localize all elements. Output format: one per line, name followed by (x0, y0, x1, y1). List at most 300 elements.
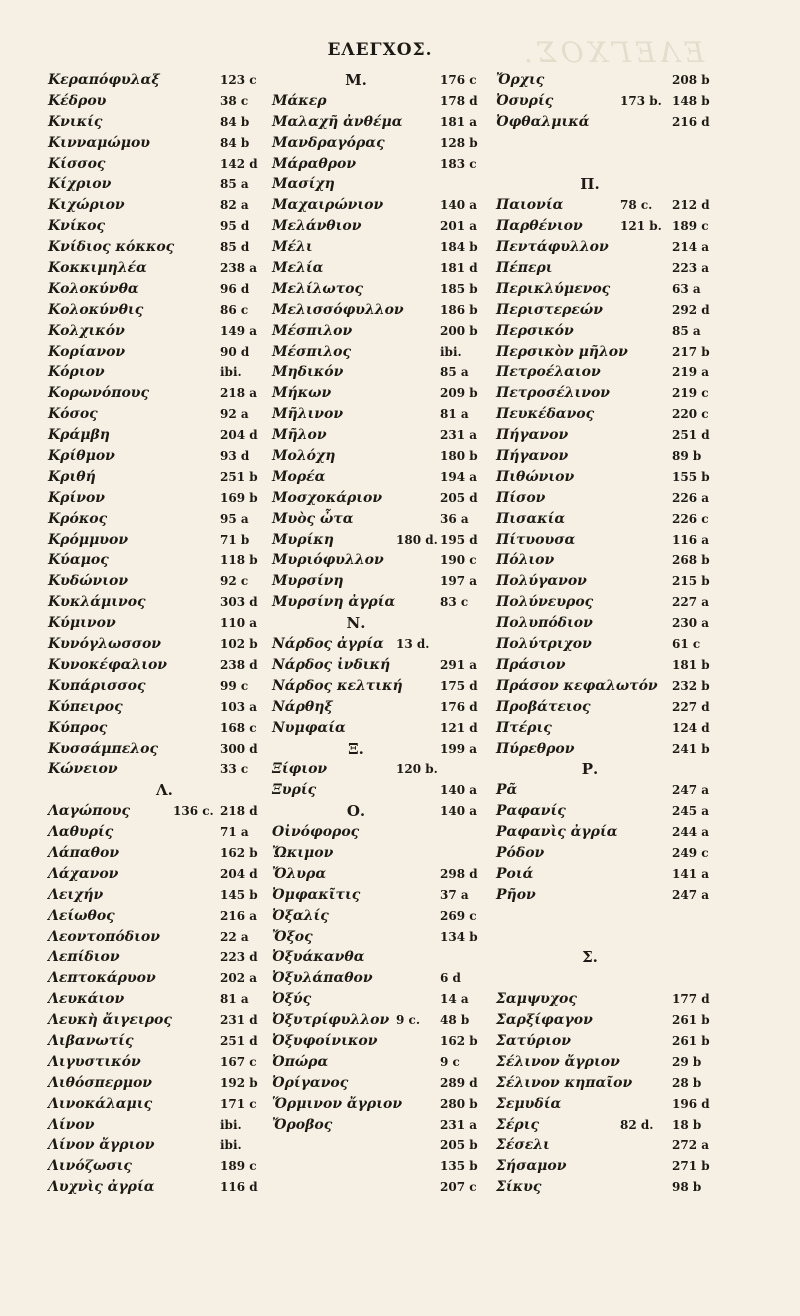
entry-page-ref: 280 b (440, 1096, 478, 1111)
entry-term: Ὀφθαλμικά (496, 113, 590, 130)
entry-term: Ὄροβος (272, 1116, 333, 1133)
entry-term: Μυρίκη (272, 531, 334, 548)
entry-term: Κύμινον (48, 615, 116, 632)
entry-page-ref: 216 a (220, 908, 258, 923)
entry-page-ref: 231 a (440, 428, 478, 443)
entry-term: Σεμυδία (496, 1095, 562, 1112)
entry-page-ref: 85 a (220, 177, 249, 192)
index-entry (440, 1073, 740, 1094)
entry-page-ref-secondary: 251 d (672, 428, 710, 443)
entry-term: Πίτυουσα (496, 531, 576, 548)
index-entry (440, 446, 740, 467)
entry-term: Κυσσάμπελος (48, 740, 158, 757)
index-entry (440, 718, 740, 739)
entry-term: Ὀξυφοίνικον (272, 1032, 378, 1049)
entry-term: Πετροσέλινον (496, 385, 610, 402)
entry-page-ref: 82 a (220, 198, 249, 213)
entry-term: Κυκλάμινος (48, 594, 146, 611)
entry-term: Κίχριον (48, 176, 112, 193)
entry-term: Πολύνευρος (496, 594, 594, 611)
entry-page-ref: 181 d (440, 261, 478, 276)
index-entry (440, 822, 740, 843)
entry-term: Ρῆον (496, 886, 536, 903)
index-entry (440, 1052, 740, 1073)
entry-term: Λινόζωσις (48, 1158, 132, 1175)
entry-term: Κιχώριον (48, 197, 125, 214)
entry-term: Μελία (272, 260, 324, 277)
entry-page-ref-secondary: 148 b (672, 93, 710, 108)
entry-term: Κυπάρισσος (48, 677, 146, 694)
index-entry (440, 906, 740, 927)
index-entry (48, 1177, 278, 1198)
entry-term: Μυρσίνη ἀγρία (272, 594, 396, 611)
entry-term: Πισακία (496, 510, 566, 527)
section-heading-sigma: Σ. (582, 948, 598, 967)
index-entry (48, 1156, 278, 1177)
entry-extra-ref: 78 c. (620, 198, 653, 213)
index-entry (440, 133, 740, 154)
entry-term: Σέρις (496, 1116, 540, 1133)
entry-page-ref: 186 b (440, 302, 478, 317)
entry-page-ref-secondary: 227 d (672, 699, 710, 714)
index-entry (440, 154, 740, 175)
entry-page-ref: 135 b (440, 1159, 478, 1174)
entry-term: Ὀξαλίς (272, 907, 329, 924)
entry-page-ref-secondary: 141 a (672, 866, 710, 881)
entry-term: Λάπαθον (48, 844, 120, 861)
entry-term: Πολυπόδιον (496, 615, 593, 632)
entry-page-ref-secondary: 292 d (672, 302, 710, 317)
entry-term: Ραφανίς (496, 803, 566, 820)
entry-term: Πέπερι (496, 260, 553, 277)
entry-term: Περσικόν (496, 322, 574, 339)
entry-term: Κολοκύνθις (48, 301, 144, 318)
entry-term: Κυδώνιον (48, 573, 129, 590)
entry-page-ref: 81 a (220, 992, 249, 1007)
entry-term: Μάκερ (272, 92, 327, 109)
entry-page-ref-secondary: 241 b (672, 741, 710, 756)
entry-term: Νάρδος ἀγρία (272, 636, 384, 653)
index-entry (440, 634, 740, 655)
entry-term: Πολύτριχον (496, 636, 592, 653)
index-entry (440, 91, 740, 112)
entry-page-ref: 142 d (220, 156, 258, 171)
index-entry (440, 237, 740, 258)
entry-page-ref-secondary: 271 b (672, 1159, 710, 1174)
entry-page-ref-secondary: 124 d (672, 720, 710, 735)
entry-term: Μέσπιλον (272, 322, 353, 339)
entry-term: Κολχικόν (48, 322, 125, 339)
entry-term: Κορίανον (48, 343, 126, 360)
entry-page-ref: 93 d (220, 449, 250, 464)
entry-page-ref: 192 b (220, 1075, 258, 1090)
index-entry (440, 467, 740, 488)
entry-term: Σαμψυχος (496, 991, 577, 1008)
entry-term: Μυριόφυλλον (272, 552, 384, 569)
entry-page-ref: 207 c (440, 1180, 477, 1195)
entry-page-ref: 175 d (440, 678, 478, 693)
entry-term: Πεντάφυλλον (496, 239, 609, 256)
entry-page-ref-secondary: 245 a (672, 804, 710, 819)
entry-term: Ρᾶ (496, 782, 518, 799)
entry-term: Ὀξύς (272, 991, 312, 1008)
entry-page-ref-secondary: 212 d (672, 198, 710, 213)
entry-page-ref: 22 a (220, 929, 249, 944)
entry-page-ref: 171 c (220, 1096, 257, 1111)
entry-page-ref: 190 c (440, 553, 477, 568)
entry-page-ref-secondary: 261 b (672, 1033, 710, 1048)
entry-page-ref: 205 d (440, 490, 478, 505)
index-entry (440, 885, 740, 906)
index-entry (48, 1135, 278, 1156)
entry-extra-ref: 82 d. (620, 1117, 654, 1132)
entry-page-ref-secondary: 63 a (672, 281, 701, 296)
entry-page-ref: 140 a (440, 783, 478, 798)
entry-page-ref-secondary: 227 a (672, 595, 710, 610)
entry-page-ref: 201 a (440, 219, 478, 234)
entry-term: Σέλινον κηπαῖον (496, 1074, 633, 1091)
entry-page-ref-secondary: 272 a (672, 1138, 710, 1153)
index-entry (440, 613, 740, 634)
entry-term: Σήσαμον (496, 1158, 567, 1175)
index-entry (440, 321, 740, 342)
entry-term: Ὅρμινον ἄγριον (272, 1095, 403, 1112)
entry-term: Κίσσος (48, 155, 106, 172)
entry-term: Ὀσυρίς (496, 92, 554, 109)
entry-page-ref-secondary: 223 a (672, 261, 710, 276)
entry-page-ref-secondary: 214 a (672, 240, 710, 255)
entry-term: Οἰνόφορος (272, 824, 360, 841)
entry-page-ref-secondary: 249 c (672, 845, 709, 860)
index-entry (440, 362, 740, 383)
entry-term: Μελίλωτος (272, 280, 364, 297)
entry-term: Λευκάιον (48, 991, 125, 1008)
entry-term: Μήκων (272, 385, 332, 402)
entry-page-ref: 199 a (440, 741, 478, 756)
index-entry (440, 300, 740, 321)
entry-page-ref: 238 d (220, 657, 258, 672)
entry-term: Πιθώνιον (496, 468, 575, 485)
entry-term: Ξυρίς (272, 782, 317, 799)
entry-term: Πόλιον (496, 552, 555, 569)
index-entry (440, 655, 740, 676)
entry-term: Κριθή (48, 468, 96, 485)
entry-extra-ref: 9 c. (396, 1013, 421, 1028)
entry-term: Κνικίς (48, 113, 103, 130)
entry-page-ref: 81 a (440, 407, 469, 422)
entry-term: Ὀξυτρίφυλλον (272, 1012, 390, 1029)
entry-page-ref-secondary: 219 a (672, 365, 710, 380)
entry-page-ref: 231 a (440, 1117, 478, 1132)
entry-term: Μαχαιρώνιον (272, 197, 384, 214)
entry-page-ref: 300 d (220, 741, 258, 756)
entry-term: Λαγώπους (48, 803, 131, 820)
entry-term: Κολοκύνθα (48, 280, 139, 297)
entry-term: Λεπτοκάρυον (48, 970, 156, 987)
index-entry (440, 1031, 740, 1052)
entry-page-ref: 14 a (440, 992, 469, 1007)
entry-page-ref: 202 a (220, 971, 258, 986)
index-entry (440, 1115, 740, 1136)
entry-term: Περικλύμενος (496, 280, 611, 297)
entry-term: Κόσος (48, 406, 98, 423)
entry-page-ref: 84 b (220, 114, 250, 129)
entry-term: Λειχήν (48, 886, 104, 903)
entry-term: Σέλινον ἄγριον (496, 1053, 620, 1070)
index-entry (440, 404, 740, 425)
entry-term: Ὄρχις (496, 72, 545, 88)
entry-page-ref: 71 a (220, 825, 249, 840)
section-heading-omicron: Ο. (346, 802, 366, 821)
index-entry (440, 279, 740, 300)
entry-page-ref: 176 d (440, 699, 478, 714)
entry-page-ref: 218 d (220, 804, 258, 819)
entry-term: Κινναμώμου (48, 134, 151, 151)
index-entry (440, 927, 740, 948)
entry-term: Νυμφαία (272, 719, 346, 736)
entry-page-ref-secondary: 196 d (672, 1096, 710, 1111)
index-entry (440, 1135, 740, 1156)
entry-term: Λείωθος (48, 907, 115, 924)
entry-term: Ὀμφακῖτις (272, 886, 361, 903)
entry-extra-ref: 121 b. (620, 219, 662, 234)
entry-page-ref-secondary: 155 b (672, 469, 710, 484)
entry-page-ref-secondary: 226 a (672, 490, 710, 505)
entry-term: Λαθυρίς (48, 824, 114, 841)
entry-page-ref: 184 b (440, 240, 478, 255)
entry-term: Κώνειον (48, 761, 118, 778)
entry-page-ref: ibi. (220, 365, 242, 380)
entry-term: Παιονία (496, 197, 564, 214)
index-entry (440, 571, 740, 592)
entry-page-ref: 90 d (220, 344, 250, 359)
entry-page-ref: 118 b (220, 553, 258, 568)
section-heading-mu: Μ. (345, 71, 367, 89)
entry-page-ref: 218 a (220, 386, 258, 401)
entry-term: Ρόδον (496, 844, 545, 861)
entry-extra-ref: 180 d. (396, 532, 438, 547)
entry-page-ref: 116 d (220, 1180, 258, 1195)
entry-term: Λιθόσπερμον (48, 1074, 153, 1091)
entry-term: Ξίφιον (272, 761, 328, 778)
entry-term: Κοκκιμηλέα (48, 260, 147, 277)
entry-page-ref-secondary: 261 b (672, 1013, 710, 1028)
entry-page-ref: 183 c (440, 156, 477, 171)
entry-term: Ὀπώρα (272, 1053, 329, 1070)
index-entry (440, 843, 740, 864)
entry-page-ref: 181 a (440, 114, 478, 129)
entry-term: Μυρσίνη (272, 573, 344, 590)
entry-term: Λυχνὶς ἀγρία (48, 1179, 155, 1196)
entry-term: Μαλαχῆ ἀνθέμα (272, 113, 403, 130)
entry-page-ref-secondary: 232 b (672, 678, 710, 693)
index-entry (440, 425, 740, 446)
entry-page-ref: 200 b (440, 323, 478, 338)
entry-term: Μολόχη (272, 448, 336, 465)
index-entry (440, 780, 740, 801)
entry-term: Πτέρις (496, 719, 552, 736)
index-entry (440, 676, 740, 697)
entry-term: Πράσον κεφαλωτόν (496, 677, 658, 694)
entry-page-ref: 223 d (220, 950, 258, 965)
entry-page-ref-secondary: 216 d (672, 114, 710, 129)
entry-page-ref-secondary: 18 b (672, 1117, 702, 1132)
entry-page-ref: ibi. (220, 1117, 242, 1132)
entry-page-ref: 121 d (440, 720, 478, 735)
entry-term: Ὀρίγανος (272, 1074, 349, 1091)
page-title: ΕΛΕΓΧΟΣ. (327, 40, 433, 60)
entry-page-ref: 92 a (220, 407, 249, 422)
index-entry (440, 383, 740, 404)
entry-term: Σέσελι (496, 1137, 550, 1154)
entry-page-ref: 251 b (220, 469, 258, 484)
entry-term: Πετροέλαιον (496, 364, 601, 381)
index-entry (440, 1156, 740, 1177)
entry-term: Κύπρος (48, 719, 108, 736)
entry-term: Κέδρου (48, 92, 107, 109)
index-entry (440, 592, 740, 613)
entry-page-ref: 33 c (220, 762, 249, 777)
entry-page-ref: 145 b (220, 887, 258, 902)
entry-term: Προβάτειος (496, 698, 591, 715)
entry-page-ref-secondary: 208 b (672, 73, 710, 87)
index-entry (440, 342, 740, 363)
index-column-3 (440, 70, 740, 1198)
entry-page-ref: 140 a (440, 804, 478, 819)
entry-page-ref-secondary: 181 b (672, 657, 710, 672)
entry-term: Κρόκος (48, 510, 108, 527)
index-entry (440, 1177, 740, 1198)
entry-page-ref: 85 a (440, 365, 469, 380)
entry-page-ref: 167 c (220, 1054, 257, 1069)
entry-page-ref-secondary: 28 b (672, 1075, 702, 1090)
entry-page-ref: 231 d (220, 1013, 258, 1028)
entry-term: Μῆλον (272, 427, 327, 444)
entry-page-ref-secondary: 177 d (672, 992, 710, 1007)
entry-page-ref: 298 d (440, 866, 478, 881)
entry-page-ref-secondary: 89 b (672, 449, 702, 464)
entry-term: Κορωνόπους (48, 385, 150, 402)
entry-page-ref: 110 a (220, 616, 258, 631)
index-entry (440, 1094, 740, 1115)
section-heading-xi: Ξ. (348, 739, 364, 758)
entry-term: Σαρξίφαγον (496, 1012, 593, 1029)
entry-term: Μέσπιλος (272, 343, 352, 360)
entry-page-ref: 189 c (220, 1159, 257, 1174)
index-entry (440, 488, 740, 509)
entry-page-ref: ibi. (440, 344, 462, 359)
entry-term: Πολύγανον (496, 573, 587, 590)
entry-term: Πράσιον (496, 656, 566, 673)
entry-term: Πήγανον (496, 448, 569, 465)
entry-page-ref: 176 c (440, 73, 477, 87)
entry-term: Μάραθρον (272, 155, 357, 172)
index-entry (440, 216, 740, 237)
entry-page-ref: 162 b (440, 1033, 478, 1048)
entry-term: Μηδικόν (272, 364, 344, 381)
index-entry (440, 968, 740, 989)
entry-page-ref: 85 d (220, 240, 250, 255)
entry-page-ref-secondary: 98 b (672, 1180, 702, 1195)
entry-page-ref: 291 a (440, 657, 478, 672)
entry-page-ref: 185 b (440, 281, 478, 296)
entry-page-ref: 128 b (440, 135, 478, 150)
entry-term: Λεοντοπόδιον (48, 928, 160, 945)
entry-page-ref: 86 c (220, 302, 249, 317)
entry-page-ref-secondary: 85 a (672, 323, 701, 338)
section-heading-pi: Π. (580, 175, 600, 194)
entry-page-ref-secondary: 230 a (672, 616, 710, 631)
entry-extra-ref: 136 c. (173, 804, 214, 819)
entry-term: Μοσχοκάριον (272, 489, 383, 506)
entry-term: Κεραπόφυλαξ (48, 72, 160, 88)
entry-page-ref: 92 c (220, 574, 249, 589)
entry-page-ref: 102 b (220, 637, 258, 652)
index-entry (440, 550, 740, 571)
entry-page-ref: 197 a (440, 574, 478, 589)
entry-term: Κυνόγλωσσον (48, 636, 162, 653)
entry-page-ref-secondary: 244 a (672, 825, 710, 840)
entry-page-ref: 83 c (440, 595, 469, 610)
entry-page-ref: 95 a (220, 511, 249, 526)
entry-term: Μέλι (272, 239, 313, 256)
entry-term: Μασίχη (272, 176, 335, 193)
entry-term: Λιβανωτίς (48, 1032, 134, 1049)
index-entry (440, 739, 740, 760)
entry-extra-ref: 13 d. (396, 637, 430, 652)
entry-page-ref: 168 c (220, 720, 257, 735)
entry-page-ref: 149 a (220, 323, 258, 338)
entry-term: Λίνον ἄγριον (48, 1137, 155, 1154)
entry-term: Μελισσόφυλλον (272, 301, 404, 318)
entry-term: Νάρδος κελτική (272, 677, 403, 694)
index-entry (440, 70, 740, 91)
entry-term: Ὄξος (272, 928, 313, 945)
entry-page-ref: 251 d (220, 1033, 258, 1048)
entry-term: Λάχανον (48, 865, 119, 882)
index-entry (440, 989, 740, 1010)
entry-page-ref-secondary: 29 b (672, 1054, 702, 1069)
entry-page-ref: 99 c (220, 678, 249, 693)
entry-page-ref: 180 b (440, 449, 478, 464)
entry-page-ref: 6 d (440, 971, 461, 986)
entry-term: Ροιά (496, 865, 534, 882)
entry-term: Πήγανον (496, 427, 569, 444)
index-entry (440, 195, 740, 216)
entry-page-ref-secondary: 189 c (672, 219, 709, 234)
entry-term: Λινοκάλαμις (48, 1095, 153, 1112)
entry-page-ref-secondary: 247 a (672, 783, 710, 798)
entry-page-ref: 289 d (440, 1075, 478, 1090)
entry-page-ref-secondary: 219 c (672, 386, 709, 401)
entry-page-ref: 209 b (440, 386, 478, 401)
entry-term: Νάρθηξ (272, 698, 333, 715)
entry-page-ref: 134 b (440, 929, 478, 944)
entry-term: Λεπίδιον (48, 949, 120, 966)
entry-term: Κυνοκέφαλιον (48, 656, 168, 673)
entry-term: Νάρδος ἰνδική (272, 656, 391, 673)
entry-term: Περσικὸν μῆλον (496, 343, 628, 360)
entry-term: Λευκὴ ἄιγειρος (48, 1012, 172, 1029)
entry-page-ref: 162 b (220, 845, 258, 860)
entry-term: Κύπειρος (48, 698, 123, 715)
entry-extra-ref: 120 b. (396, 762, 438, 777)
entry-page-ref: 9 c (440, 1054, 460, 1069)
entry-term: Κνίκος (48, 218, 106, 235)
entry-term: Λίνον (48, 1116, 95, 1133)
entry-page-ref: 71 b (220, 532, 250, 547)
entry-page-ref: 140 a (440, 198, 478, 213)
